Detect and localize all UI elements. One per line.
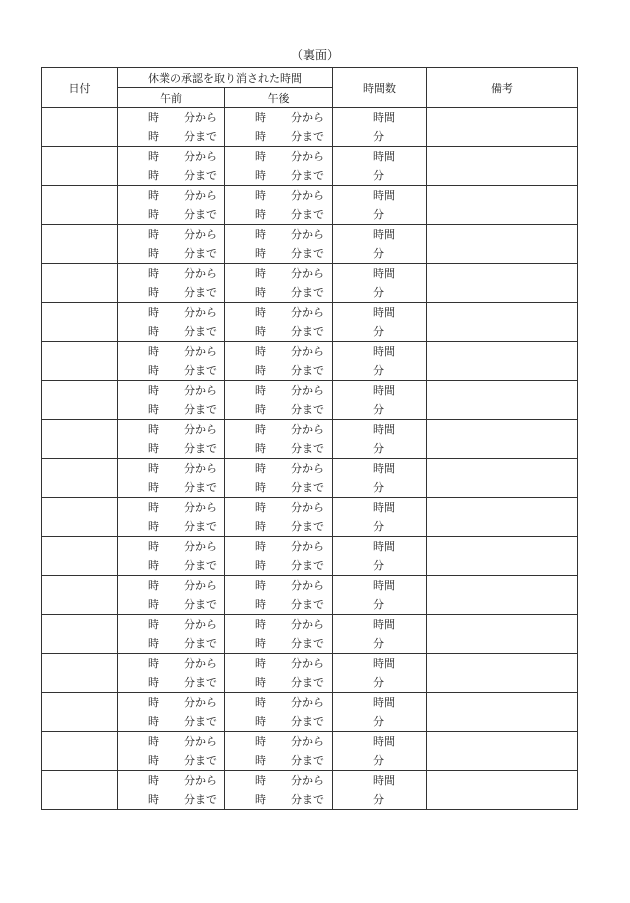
table-row: [42, 264, 578, 303]
hour-label: 時: [148, 715, 159, 728]
table-row: [42, 693, 578, 732]
hour-label: 時: [255, 364, 266, 377]
hour-label: 時: [255, 189, 266, 202]
from-minute-label: 分から: [291, 150, 324, 163]
to-minute-label: 分まで: [291, 208, 324, 221]
date-cell[interactable]: [42, 732, 118, 771]
hour-label: 時: [148, 130, 159, 143]
to-minute-label: 分まで: [184, 247, 217, 260]
to-minute-label: 分まで: [291, 715, 324, 728]
am-time-cell[interactable]: [118, 498, 225, 537]
from-minute-label: 分から: [291, 384, 324, 397]
duration-cell[interactable]: [333, 381, 427, 420]
to-minute-label: 分まで: [184, 325, 217, 338]
from-minute-label: 分から: [184, 306, 217, 319]
table-row: [42, 654, 578, 693]
remarks-cell[interactable]: [427, 576, 578, 615]
table-row: [42, 459, 578, 498]
from-minute-label: 分から: [184, 501, 217, 514]
duration-hours-label: 時間: [373, 189, 395, 202]
hour-label: 時: [255, 618, 266, 631]
pm-time-cell[interactable]: [225, 264, 333, 303]
hour-label: 時: [255, 540, 266, 553]
am-time-cell[interactable]: [118, 186, 225, 225]
duration-cell[interactable]: [333, 615, 427, 654]
from-minute-label: 分から: [184, 462, 217, 475]
am-time-cell[interactable]: [118, 108, 225, 147]
to-minute-label: 分まで: [291, 364, 324, 377]
from-minute-label: 分から: [291, 735, 324, 748]
pm-time-cell[interactable]: [225, 186, 333, 225]
am-time-cell[interactable]: [118, 225, 225, 264]
from-minute-label: 分から: [184, 345, 217, 358]
am-time-cell[interactable]: [118, 147, 225, 186]
from-minute-label: 分から: [291, 618, 324, 631]
duration-hours-label: 時間: [373, 267, 395, 280]
table-row: [42, 615, 578, 654]
am-time-cell[interactable]: [118, 576, 225, 615]
from-minute-label: 分から: [184, 579, 217, 592]
hour-label: 時: [255, 774, 266, 787]
header-pm: 午後: [225, 88, 333, 108]
hour-label: 時: [148, 657, 159, 670]
pm-time-cell[interactable]: [225, 498, 333, 537]
remarks-cell[interactable]: [427, 342, 578, 381]
table-row: [42, 303, 578, 342]
am-time-cell[interactable]: [118, 654, 225, 693]
table-row: [42, 147, 578, 186]
duration-cell[interactable]: [333, 654, 427, 693]
hour-label: 時: [148, 676, 159, 689]
from-minute-label: 分から: [291, 111, 324, 124]
duration-minutes-label: 分: [373, 325, 384, 338]
hour-label: 時: [148, 754, 159, 767]
pm-time-cell[interactable]: [225, 693, 333, 732]
duration-minutes-label: 分: [373, 520, 384, 533]
pm-time-cell[interactable]: [225, 732, 333, 771]
hour-label: 時: [148, 462, 159, 475]
hour-label: 時: [148, 384, 159, 397]
date-cell[interactable]: [42, 771, 118, 810]
duration-hours-label: 時間: [373, 579, 395, 592]
hour-label: 時: [148, 208, 159, 221]
to-minute-label: 分まで: [184, 520, 217, 533]
duration-minutes-label: 分: [373, 403, 384, 416]
hour-label: 時: [255, 754, 266, 767]
hour-label: 時: [255, 462, 266, 475]
hour-label: 時: [255, 559, 266, 572]
table-row: [42, 342, 578, 381]
duration-minutes-label: 分: [373, 130, 384, 143]
hour-label: 時: [255, 520, 266, 533]
hour-label: 時: [255, 501, 266, 514]
remarks-cell[interactable]: [427, 186, 578, 225]
duration-cell[interactable]: [333, 420, 427, 459]
from-minute-label: 分から: [184, 228, 217, 241]
hour-label: 時: [255, 793, 266, 806]
to-minute-label: 分まで: [184, 676, 217, 689]
duration-hours-label: 時間: [373, 345, 395, 358]
hour-label: 時: [148, 247, 159, 260]
hour-label: 時: [148, 579, 159, 592]
from-minute-label: 分から: [184, 267, 217, 280]
hour-label: 時: [255, 130, 266, 143]
hour-label: 時: [255, 169, 266, 182]
date-cell[interactable]: [42, 108, 118, 147]
hour-label: 時: [255, 150, 266, 163]
duration-minutes-label: 分: [373, 364, 384, 377]
table-row: [42, 420, 578, 459]
hour-label: 時: [255, 286, 266, 299]
hour-label: 時: [148, 189, 159, 202]
pm-time-cell[interactable]: [225, 771, 333, 810]
am-time-cell[interactable]: [118, 693, 225, 732]
from-minute-label: 分から: [184, 696, 217, 709]
from-minute-label: 分から: [184, 735, 217, 748]
hour-label: 時: [148, 793, 159, 806]
date-cell[interactable]: [42, 303, 118, 342]
date-cell[interactable]: [42, 576, 118, 615]
hour-label: 時: [255, 325, 266, 338]
to-minute-label: 分まで: [291, 169, 324, 182]
date-cell[interactable]: [42, 342, 118, 381]
from-minute-label: 分から: [184, 189, 217, 202]
date-cell[interactable]: [42, 615, 118, 654]
table-row: [42, 537, 578, 576]
table-row: [42, 108, 578, 147]
hour-label: 時: [148, 735, 159, 748]
to-minute-label: 分まで: [291, 442, 324, 455]
to-minute-label: 分まで: [184, 598, 217, 611]
duration-hours-label: 時間: [373, 540, 395, 553]
from-minute-label: 分から: [291, 657, 324, 670]
from-minute-label: 分から: [291, 774, 324, 787]
duration-cell[interactable]: [333, 264, 427, 303]
date-cell[interactable]: [42, 537, 118, 576]
hour-label: 時: [148, 520, 159, 533]
pm-time-cell[interactable]: [225, 147, 333, 186]
hour-label: 時: [148, 442, 159, 455]
to-minute-label: 分まで: [184, 442, 217, 455]
duration-hours-label: 時間: [373, 501, 395, 514]
hour-label: 時: [148, 423, 159, 436]
hour-label: 時: [148, 286, 159, 299]
table-row: [42, 576, 578, 615]
header-cancelled-time: 休業の承認を取り消された時間: [118, 68, 333, 88]
date-cell[interactable]: [42, 381, 118, 420]
table-row: [42, 225, 578, 264]
hour-label: 時: [255, 481, 266, 494]
hour-label: 時: [255, 637, 266, 650]
remarks-cell[interactable]: [427, 771, 578, 810]
date-cell[interactable]: [42, 654, 118, 693]
duration-hours-label: 時間: [373, 462, 395, 475]
from-minute-label: 分から: [184, 618, 217, 631]
table-row: [42, 186, 578, 225]
remarks-cell[interactable]: [427, 225, 578, 264]
duration-hours-label: 時間: [373, 696, 395, 709]
remarks-cell[interactable]: [427, 498, 578, 537]
page-title: （裏面）: [290, 48, 339, 62]
hour-label: 時: [148, 774, 159, 787]
hour-label: 時: [148, 267, 159, 280]
hour-label: 時: [255, 579, 266, 592]
hour-label: 時: [255, 228, 266, 241]
hour-label: 時: [148, 637, 159, 650]
duration-minutes-label: 分: [373, 169, 384, 182]
from-minute-label: 分から: [291, 696, 324, 709]
duration-minutes-label: 分: [373, 286, 384, 299]
hour-label: 時: [255, 442, 266, 455]
hour-label: 時: [255, 696, 266, 709]
date-cell[interactable]: [42, 693, 118, 732]
hour-label: 時: [255, 208, 266, 221]
to-minute-label: 分まで: [291, 130, 324, 143]
duration-minutes-label: 分: [373, 559, 384, 572]
date-cell[interactable]: [42, 264, 118, 303]
remarks-cell[interactable]: [427, 420, 578, 459]
to-minute-label: 分まで: [184, 403, 217, 416]
duration-hours-label: 時間: [373, 657, 395, 670]
pm-time-cell[interactable]: [225, 459, 333, 498]
hour-label: 時: [148, 618, 159, 631]
remarks-cell[interactable]: [427, 732, 578, 771]
am-time-cell[interactable]: [118, 459, 225, 498]
duration-cell[interactable]: [333, 342, 427, 381]
duration-hours-label: 時間: [373, 111, 395, 124]
header-hours: 時間数: [333, 68, 427, 108]
duration-cell[interactable]: [333, 303, 427, 342]
from-minute-label: 分から: [291, 501, 324, 514]
hour-label: 時: [148, 501, 159, 514]
pm-time-cell[interactable]: [225, 342, 333, 381]
hour-label: 時: [148, 111, 159, 124]
table-row: [42, 771, 578, 810]
duration-minutes-label: 分: [373, 598, 384, 611]
hour-label: 時: [148, 559, 159, 572]
from-minute-label: 分から: [291, 228, 324, 241]
hour-label: 時: [148, 150, 159, 163]
to-minute-label: 分まで: [291, 247, 324, 260]
am-time-cell[interactable]: [118, 264, 225, 303]
to-minute-label: 分まで: [184, 637, 217, 650]
duration-hours-label: 時間: [373, 384, 395, 397]
to-minute-label: 分まで: [184, 364, 217, 377]
from-minute-label: 分から: [184, 540, 217, 553]
hour-label: 時: [255, 715, 266, 728]
duration-cell[interactable]: [333, 732, 427, 771]
hour-label: 時: [148, 481, 159, 494]
duration-minutes-label: 分: [373, 754, 384, 767]
table-row: [42, 381, 578, 420]
to-minute-label: 分まで: [184, 481, 217, 494]
from-minute-label: 分から: [291, 540, 324, 553]
from-minute-label: 分から: [184, 774, 217, 787]
to-minute-label: 分まで: [184, 559, 217, 572]
from-minute-label: 分から: [291, 579, 324, 592]
duration-minutes-label: 分: [373, 481, 384, 494]
from-minute-label: 分から: [184, 111, 217, 124]
hour-label: 時: [148, 306, 159, 319]
duration-cell[interactable]: [333, 498, 427, 537]
duration-hours-label: 時間: [373, 228, 395, 241]
am-time-cell[interactable]: [118, 615, 225, 654]
hour-label: 時: [255, 735, 266, 748]
date-cell[interactable]: [42, 186, 118, 225]
hour-label: 時: [148, 540, 159, 553]
to-minute-label: 分まで: [184, 286, 217, 299]
hour-label: 時: [255, 384, 266, 397]
hour-label: 時: [148, 403, 159, 416]
am-time-cell[interactable]: [118, 381, 225, 420]
hour-label: 時: [255, 598, 266, 611]
pm-time-cell[interactable]: [225, 615, 333, 654]
to-minute-label: 分まで: [291, 559, 324, 572]
duration-minutes-label: 分: [373, 247, 384, 260]
to-minute-label: 分まで: [291, 793, 324, 806]
from-minute-label: 分から: [184, 657, 217, 670]
date-cell[interactable]: [42, 225, 118, 264]
am-time-cell[interactable]: [118, 537, 225, 576]
hour-label: 時: [148, 364, 159, 377]
hour-label: 時: [148, 169, 159, 182]
am-time-cell[interactable]: [118, 342, 225, 381]
duration-cell[interactable]: [333, 576, 427, 615]
duration-cell[interactable]: [333, 459, 427, 498]
duration-hours-label: 時間: [373, 306, 395, 319]
hour-label: 時: [255, 267, 266, 280]
hour-label: 時: [255, 247, 266, 260]
to-minute-label: 分まで: [291, 286, 324, 299]
leave-cancellation-table: [41, 67, 578, 810]
date-cell[interactable]: [42, 420, 118, 459]
to-minute-label: 分まで: [291, 598, 324, 611]
remarks-cell[interactable]: [427, 693, 578, 732]
header-am: 午前: [118, 88, 225, 108]
am-time-cell[interactable]: [118, 732, 225, 771]
pm-time-cell[interactable]: [225, 381, 333, 420]
from-minute-label: 分から: [291, 189, 324, 202]
from-minute-label: 分から: [291, 306, 324, 319]
am-time-cell[interactable]: [118, 303, 225, 342]
hour-label: 時: [255, 676, 266, 689]
pm-time-cell[interactable]: [225, 654, 333, 693]
to-minute-label: 分まで: [184, 793, 217, 806]
from-minute-label: 分から: [184, 150, 217, 163]
duration-hours-label: 時間: [373, 423, 395, 436]
from-minute-label: 分から: [291, 267, 324, 280]
to-minute-label: 分まで: [291, 637, 324, 650]
hour-label: 時: [148, 696, 159, 709]
duration-cell[interactable]: [333, 147, 427, 186]
from-minute-label: 分から: [291, 423, 324, 436]
hour-label: 時: [148, 345, 159, 358]
duration-cell[interactable]: [333, 693, 427, 732]
remarks-cell[interactable]: [427, 537, 578, 576]
table-row: [42, 498, 578, 537]
remarks-cell[interactable]: [427, 654, 578, 693]
remarks-cell[interactable]: [427, 459, 578, 498]
to-minute-label: 分まで: [291, 403, 324, 416]
duration-hours-label: 時間: [373, 774, 395, 787]
remarks-cell[interactable]: [427, 303, 578, 342]
to-minute-label: 分まで: [291, 676, 324, 689]
pm-time-cell[interactable]: [225, 225, 333, 264]
to-minute-label: 分まで: [184, 130, 217, 143]
pm-time-cell[interactable]: [225, 303, 333, 342]
duration-hours-label: 時間: [373, 150, 395, 163]
pm-time-cell[interactable]: [225, 108, 333, 147]
duration-hours-label: 時間: [373, 735, 395, 748]
am-time-cell[interactable]: [118, 771, 225, 810]
to-minute-label: 分まで: [184, 208, 217, 221]
am-time-cell[interactable]: [118, 420, 225, 459]
to-minute-label: 分まで: [291, 754, 324, 767]
duration-minutes-label: 分: [373, 715, 384, 728]
hour-label: 時: [255, 657, 266, 670]
to-minute-label: 分まで: [291, 481, 324, 494]
hour-label: 時: [255, 345, 266, 358]
remarks-cell[interactable]: [427, 147, 578, 186]
to-minute-label: 分まで: [291, 520, 324, 533]
duration-cell[interactable]: [333, 537, 427, 576]
duration-hours-label: 時間: [373, 618, 395, 631]
header-date: 日付: [42, 68, 118, 108]
duration-minutes-label: 分: [373, 676, 384, 689]
remarks-cell[interactable]: [427, 381, 578, 420]
remarks-cell[interactable]: [427, 108, 578, 147]
pm-time-cell[interactable]: [225, 420, 333, 459]
to-minute-label: 分まで: [184, 754, 217, 767]
date-cell[interactable]: [42, 459, 118, 498]
duration-minutes-label: 分: [373, 442, 384, 455]
to-minute-label: 分まで: [184, 715, 217, 728]
duration-minutes-label: 分: [373, 637, 384, 650]
duration-cell[interactable]: [333, 225, 427, 264]
hour-label: 時: [148, 228, 159, 241]
duration-cell[interactable]: [333, 108, 427, 147]
from-minute-label: 分から: [291, 462, 324, 475]
to-minute-label: 分まで: [291, 325, 324, 338]
from-minute-label: 分から: [291, 345, 324, 358]
duration-minutes-label: 分: [373, 208, 384, 221]
hour-label: 時: [148, 325, 159, 338]
date-cell[interactable]: [42, 147, 118, 186]
table-row: [42, 732, 578, 771]
hour-label: 時: [148, 598, 159, 611]
hour-label: 時: [255, 306, 266, 319]
duration-cell[interactable]: [333, 186, 427, 225]
remarks-cell[interactable]: [427, 264, 578, 303]
duration-cell[interactable]: [333, 771, 427, 810]
remarks-cell[interactable]: [427, 615, 578, 654]
hour-label: 時: [255, 403, 266, 416]
duration-minutes-label: 分: [373, 793, 384, 806]
hour-label: 時: [255, 423, 266, 436]
header-remarks: 備考: [427, 68, 578, 108]
to-minute-label: 分まで: [184, 169, 217, 182]
pm-time-cell[interactable]: [225, 576, 333, 615]
from-minute-label: 分から: [184, 423, 217, 436]
date-cell[interactable]: [42, 498, 118, 537]
from-minute-label: 分から: [184, 384, 217, 397]
hour-label: 時: [255, 111, 266, 124]
pm-time-cell[interactable]: [225, 537, 333, 576]
